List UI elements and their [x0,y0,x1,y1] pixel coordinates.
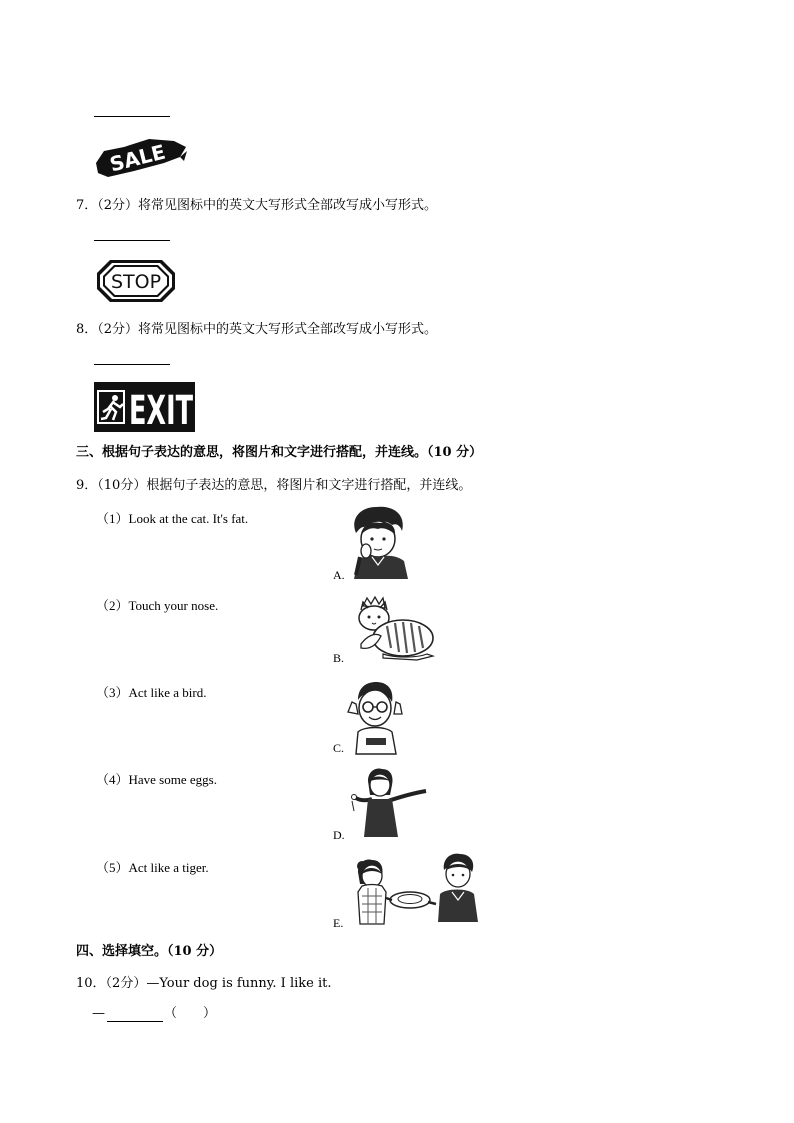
option-e-image[interactable] [348,852,482,928]
sentence-4[interactable]: （4）Have some eggs. [96,772,217,787]
option-b-image[interactable] [347,596,437,662]
question-10-paren[interactable]: （ ） [164,1006,217,1021]
question-10-answer-dash: — [92,1006,105,1021]
option-a-label: A. [333,568,345,582]
sale-sign-image [94,133,188,181]
question-9-prompt: 9．（10分）根据句子表达的意思，将图片和文字进行搭配，并连线。 [76,478,472,493]
sentence-3[interactable]: （3）Act like a bird. [96,685,207,700]
section-3-heading: 三、根据句子表达的意思，将图片和文字进行搭配，并连线。（10 分） [76,445,483,460]
answer-blank-q6[interactable] [94,116,170,117]
question-7-prompt: 7．（2分）将常见图标中的英文大写形式全部改写成小写形式。 [76,198,438,213]
question-10-prompt: 10．（2分）—Your dog is funny. I like it. [76,976,332,991]
option-c-image[interactable] [344,680,406,754]
answer-blank-q8[interactable] [94,364,170,365]
sentence-1[interactable]: （1）Look at the cat. It's fat. [96,511,249,526]
answer-blank-q10[interactable] [107,1021,163,1022]
option-a-image[interactable] [346,505,412,579]
answer-blank-q7[interactable] [94,240,170,241]
sale-sign-text: SALE [107,139,168,177]
option-b-label: B. [333,651,345,665]
option-c-label: C. [333,741,345,755]
sentence-5[interactable]: （5）Act like a tiger. [96,860,209,875]
sentence-2[interactable]: （2）Touch your nose. [96,598,219,613]
option-d-image[interactable] [350,767,430,839]
question-8-prompt: 8．（2分）将常见图标中的英文大写形式全部改写成小写形式。 [76,322,438,337]
exit-sign-image [94,382,195,432]
stop-sign-image [96,259,176,303]
exit-sign-text: EXIT [129,388,194,434]
option-e-label: E. [333,916,344,930]
section-4-heading: 四、选择填空。（10 分） [76,944,223,959]
stop-sign-text: STOP [110,271,162,293]
option-d-label: D. [333,828,345,842]
